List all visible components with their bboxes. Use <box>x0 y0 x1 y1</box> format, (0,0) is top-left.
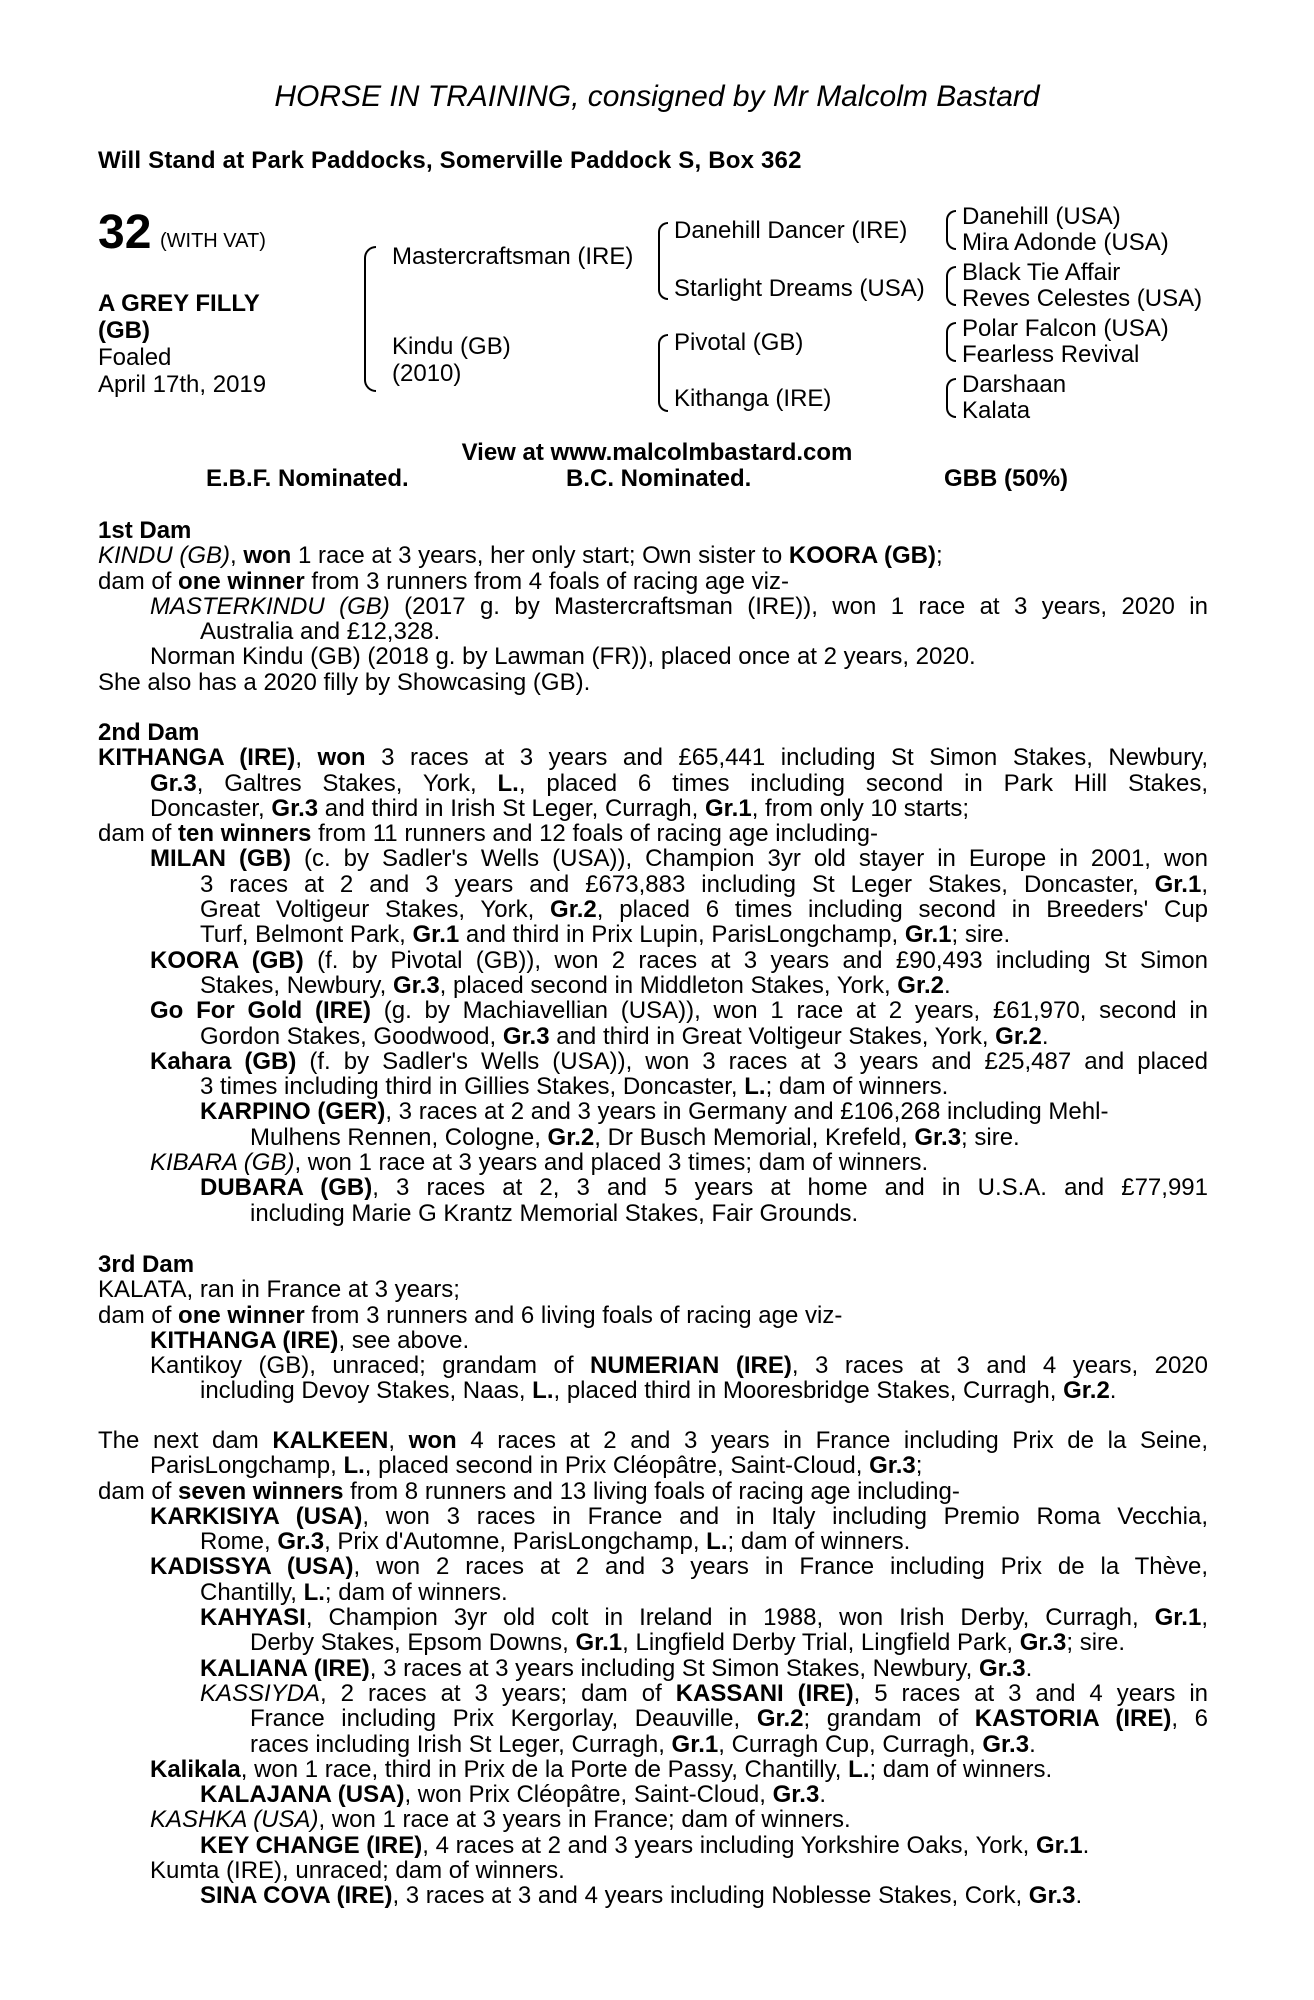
next-dam-line: Derby Stakes, Epsom Downs, Gr.1, Lingfield Derby Trial, Lingfield Park, Gr.3; sire. <box>250 1629 1126 1657</box>
pedigree-brace-sire <box>658 222 668 300</box>
pedigree-sire-sire: Danehill Dancer (IRE) <box>674 217 908 244</box>
pedigree-sire: Mastercraftsman (IRE) <box>392 243 634 270</box>
second-dam-line: Kahara (GB) (f. by Sadler's Wells (USA)), won 3 races at 3 years and £25,487 and placed <box>150 1047 1208 1075</box>
pedigree-dam: Kindu (GB) <box>392 333 511 360</box>
horse-description <box>98 290 266 398</box>
pedigree-gg4: Reves Celestes (USA) <box>962 285 1203 312</box>
lot-number: 32 <box>98 206 152 259</box>
next-dam-line: Rome, Gr.3, Prix d'Automne, ParisLongchamp, L.; dam of winners. <box>200 1528 911 1556</box>
pedigree-gg1: Danehill (USA) <box>962 203 1121 230</box>
third-dam-heading: 3rd Dam <box>98 1251 195 1278</box>
third-dam-line: KITHANGA (IRE), see above. <box>150 1326 470 1354</box>
next-dam-line: races including Irish St Leger, Curragh, Gr.1, Curragh Cup, Curragh, Gr.3. <box>250 1730 1036 1758</box>
third-dam-line: including Devoy Stakes, Naas, L., placed third in Mooresbridge Stakes, Curragh, Gr.2. <box>200 1377 1117 1405</box>
second-dam-line: KARPINO (GER), 3 races at 2 and 3 years in Germany and £106,268 including Mehl- <box>200 1098 1109 1126</box>
bc-nominated: B.C. Nominated. <box>566 465 752 492</box>
next-dam-line: Kumta (IRE), unraced; dam of winners. <box>150 1857 565 1885</box>
first-dam-line: MASTERKINDU (GB) (2017 g. by Mastercraftsman (IRE)), won 1 race at 3 years, 2020 in <box>150 592 1208 620</box>
pedigree-brace-g3 <box>946 322 956 362</box>
first-dam-heading: 1st Dam <box>98 517 192 544</box>
ebf-nominated: E.B.F. Nominated. <box>206 465 409 492</box>
second-dam-line: including Marie G Krantz Memorial Stakes, Fair Grounds. <box>250 1199 859 1227</box>
second-dam-line: Doncaster, Gr.3 and third in Irish St Leger, Curragh, Gr.1, from only 10 starts; <box>150 794 970 822</box>
second-dam-line: DUBARA (GB), 3 races at 2, 3 and 5 years at home and in U.S.A. and £77,991 <box>200 1174 1208 1202</box>
pedigree-brace-main <box>364 246 376 392</box>
second-dam-section <box>98 720 1208 1226</box>
next-dam-line: KASSIYDA, 2 races at 3 years; dam of KASSANI (IRE), 5 races at 3 and 4 years in <box>200 1679 1209 1707</box>
next-dam-line: Kalikala, won 1 race, third in Prix de la Porte de Passy, Chantilly, L.; dam of winners. <box>150 1755 1053 1783</box>
third-dam-line: KALATA, ran in France at 3 years; <box>98 1276 460 1304</box>
pedigree-dam-dam: Kithanga (IRE) <box>674 385 832 412</box>
pedigree-gg5: Polar Falcon (USA) <box>962 315 1169 342</box>
second-dam-line: Gr.3, Galtres Stakes, York, L., placed 6 times including second in Park Hill Stakes, <box>150 769 1208 797</box>
vat-note: (WITH VAT) <box>160 230 266 252</box>
second-dam-line: Mulhens Rennen, Cologne, Gr.2, Dr Busch Memorial, Krefeld, Gr.3; sire. <box>250 1123 1020 1151</box>
next-dam-line: dam of seven winners from 8 runners and 13 living foals of racing age including- <box>98 1477 960 1505</box>
second-dam-line: Stakes, Newbury, Gr.3, placed second in Middleton Stakes, York, Gr.2. <box>200 971 951 999</box>
next-dam-line: KAHYASI, Champion 3yr old colt in Ireland in 1988, won Irish Derby, Curragh, Gr.1, <box>200 1604 1208 1632</box>
next-dam-line: KADISSYA (USA), won 2 races at 2 and 3 years in France including Prix de la Thève, <box>150 1553 1209 1581</box>
horse-country: (GB) <box>98 317 150 344</box>
first-dam-line: She also has a 2020 filly by Showcasing (GB). <box>98 668 591 696</box>
next-dam-line: Chantilly, L.; dam of winners. <box>200 1578 508 1606</box>
next-dam-line: KASHKA (USA), won 1 race at 3 years in France; dam of winners. <box>150 1806 851 1834</box>
next-dam-line: France including Prix Kergorlay, Deauville, Gr.2; grandam of KASTORIA (IRE), 6 <box>250 1705 1209 1733</box>
foaled-date: April 17th, 2019 <box>98 371 267 398</box>
second-dam-line: 3 races at 2 and 3 years and £673,883 including St Leger Stakes, Doncaster, Gr.1, <box>200 870 1208 898</box>
second-dam-line: 3 times including third in Gillies Stakes, Doncaster, L.; dam of winners. <box>200 1073 949 1101</box>
first-dam-line: Australia and £12,328. <box>200 618 441 646</box>
pedigree-brace-dam <box>658 334 668 412</box>
second-dam-line: MILAN (GB) (c. by Sadler's Wells (USA)), Champion 3yr old stayer in Europe in 2001, won <box>150 845 1208 873</box>
next-dam-line: KARKISIYA (USA), won 3 races in France and in Italy including Premio Roma Vecchia, <box>150 1502 1209 1530</box>
second-dam-line: Turf, Belmont Park, Gr.1 and third in Prix Lupin, ParisLongchamp, Gr.1; sire. <box>200 921 1011 949</box>
second-dam-line: KOORA (GB) (f. by Pivotal (GB)), won 2 races at 3 years and £90,493 including St Simon <box>150 946 1208 974</box>
second-dam-line: Great Voltigeur Stakes, York, Gr.2, placed 6 times including second in Breeders' Cup <box>200 896 1209 924</box>
pedigree-gg6: Fearless Revival <box>962 341 1140 368</box>
first-dam-line: Norman Kindu (GB) (2018 g. by Lawman (FR)), placed once at 2 years, 2020. <box>150 643 976 671</box>
first-dam-line: dam of one winner from 3 runners from 4 foals of racing age viz- <box>98 567 789 595</box>
page-title: HORSE IN TRAINING, consigned by Mr Malcolm Bastard <box>274 80 1040 113</box>
next-dam-line: KALIANA (IRE), 3 races at 3 years including St Simon Stakes, Newbury, Gr.3. <box>200 1654 1033 1682</box>
pedigree-brace-g1 <box>946 210 956 250</box>
pedigree-gg3: Black Tie Affair <box>962 259 1121 286</box>
pedigree-dam-year: (2010) <box>392 360 462 387</box>
next-dam-section <box>98 1428 1208 1909</box>
next-dam-line: ParisLongchamp, L., placed second in Prix Cléopâtre, Saint-Cloud, Gr.3; <box>150 1452 923 1480</box>
pedigree-dam-sire: Pivotal (GB) <box>674 329 804 356</box>
pedigree-gg8: Kalata <box>962 397 1031 424</box>
second-dam-line: dam of ten winners from 11 runners and 12 foals of racing age including- <box>98 820 878 848</box>
next-dam-line: KALAJANA (USA), won Prix Cléopâtre, Saint-Cloud, Gr.3. <box>200 1781 826 1809</box>
view-link: View at www.malcolmbastard.com <box>461 439 853 466</box>
first-dam-section <box>98 518 1208 695</box>
second-dam-line: Gordon Stakes, Goodwood, Gr.3 and third in Great Voltigeur Stakes, York, Gr.2. <box>200 1022 1049 1050</box>
foaled-label: Foaled <box>98 344 172 371</box>
next-dam-line: KEY CHANGE (IRE), 4 races at 2 and 3 years including Yorkshire Oaks, York, Gr.1. <box>200 1831 1090 1859</box>
next-dam-line: SINA COVA (IRE), 3 races at 3 and 4 years including Noblesse Stakes, Cork, Gr.3. <box>200 1882 1083 1910</box>
pedigree-sire-dam: Starlight Dreams (USA) <box>674 275 925 302</box>
pedigree-brace-g4 <box>946 378 956 418</box>
third-dam-section <box>98 1252 1208 1404</box>
gbb-note: GBB (50%) <box>944 465 1069 492</box>
third-dam-line: Kantikoy (GB), unraced; grandam of NUMERIAN (IRE), 3 races at 3 and 4 years, 2020 <box>150 1352 1208 1380</box>
stand-location: Will Stand at Park Paddocks, Somerville Paddock S, Box 362 <box>98 147 802 174</box>
second-dam-line: KITHANGA (IRE), won 3 races at 3 years and £65,441 including St Simon Stakes, Newbury, <box>98 744 1208 772</box>
third-dam-line: dam of one winner from 3 runners and 6 living foals of racing age viz- <box>98 1301 843 1329</box>
pedigree-gg2: Mira Adonde (USA) <box>962 229 1169 256</box>
second-dam-line: Go For Gold (IRE) (g. by Machiavellian (USA)), won 1 race at 2 years, £61,970, second in <box>150 997 1208 1025</box>
horse-type: A GREY FILLY <box>98 290 260 317</box>
second-dam-line: KIBARA (GB), won 1 race at 3 years and placed 3 times; dam of winners. <box>150 1149 929 1177</box>
pedigree-gg7: Darshaan <box>962 371 1067 398</box>
next-dam-line: The next dam KALKEEN, won 4 races at 2 and 3 years in France including Prix de la Seine, <box>98 1427 1208 1454</box>
first-dam-line: KINDU (GB), won 1 race at 3 years, her only start; Own sister to KOORA (GB); <box>98 542 943 570</box>
second-dam-heading: 2nd Dam <box>98 719 200 746</box>
pedigree-brace-g2 <box>946 266 956 306</box>
